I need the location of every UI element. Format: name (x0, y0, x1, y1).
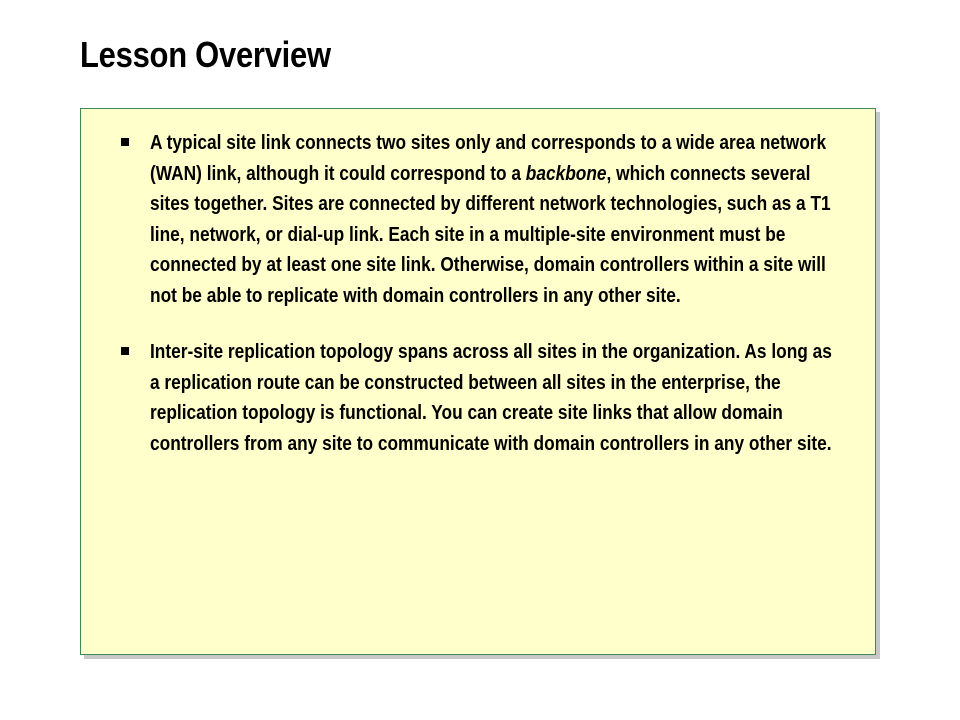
bullet-text-part: , which connects several sites together. Sites are connected by different network technologies, such as a T1 line, network, or dial-up link. Each site in a multiple-site environment must be connected by at least one site link. Otherwise, domain controllers within a site will not be able to replicate with domain controllers in any other site. (150, 162, 831, 307)
bullet-list (121, 128, 832, 485)
square-bullet-icon (121, 347, 129, 355)
bullet-item-inter-site-replication (121, 337, 832, 459)
bullet-text-site-link (150, 128, 842, 311)
bullet-item-site-link (121, 128, 831, 311)
slide-title: Lesson Overview (80, 34, 331, 75)
backbone-term: backbone (525, 162, 607, 185)
square-bullet-icon (121, 138, 129, 146)
bullet-text-inter-site-replication: Inter-site replication topology spans across all sites in the organization. As long as a replication route can be constructed between all sites in the enterprise, the replication topology is functional. You can create site links that allow domain controllers from any site to communicate with domain controllers in any other site. (150, 341, 832, 455)
bullet-text-part: A typical site link connects two sites only and corresponds to a wide area network (WAN) link, although it could correspond to a (150, 132, 827, 185)
content-box (80, 108, 876, 655)
